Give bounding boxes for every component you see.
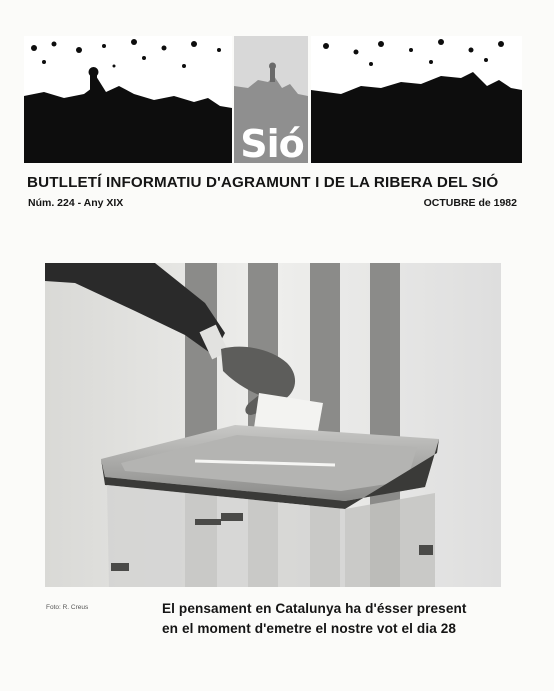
caption-line-2: en el moment d'emetre el nostre vot el dia 28 [162, 621, 457, 636]
publication-title: BUTLLETÍ INFORMATIU D'AGRAMUNT I DE LA RIBERA DEL SIÓ [27, 174, 499, 191]
cover-photo [45, 263, 501, 587]
masthead [24, 36, 522, 166]
issue-date: OCTUBRE de 1982 [423, 197, 517, 209]
skyline-left-image [24, 36, 232, 163]
photo-credit: Foto: R. Creus [46, 604, 89, 611]
skyline-right-image [311, 36, 522, 163]
publication-logo: Sió [240, 122, 304, 166]
caption-line-1: El pensament en Catalunya ha d'ésser present [162, 601, 467, 616]
cover-caption [162, 599, 522, 639]
issue-number: Núm. 224 - Any XIX [28, 197, 124, 209]
